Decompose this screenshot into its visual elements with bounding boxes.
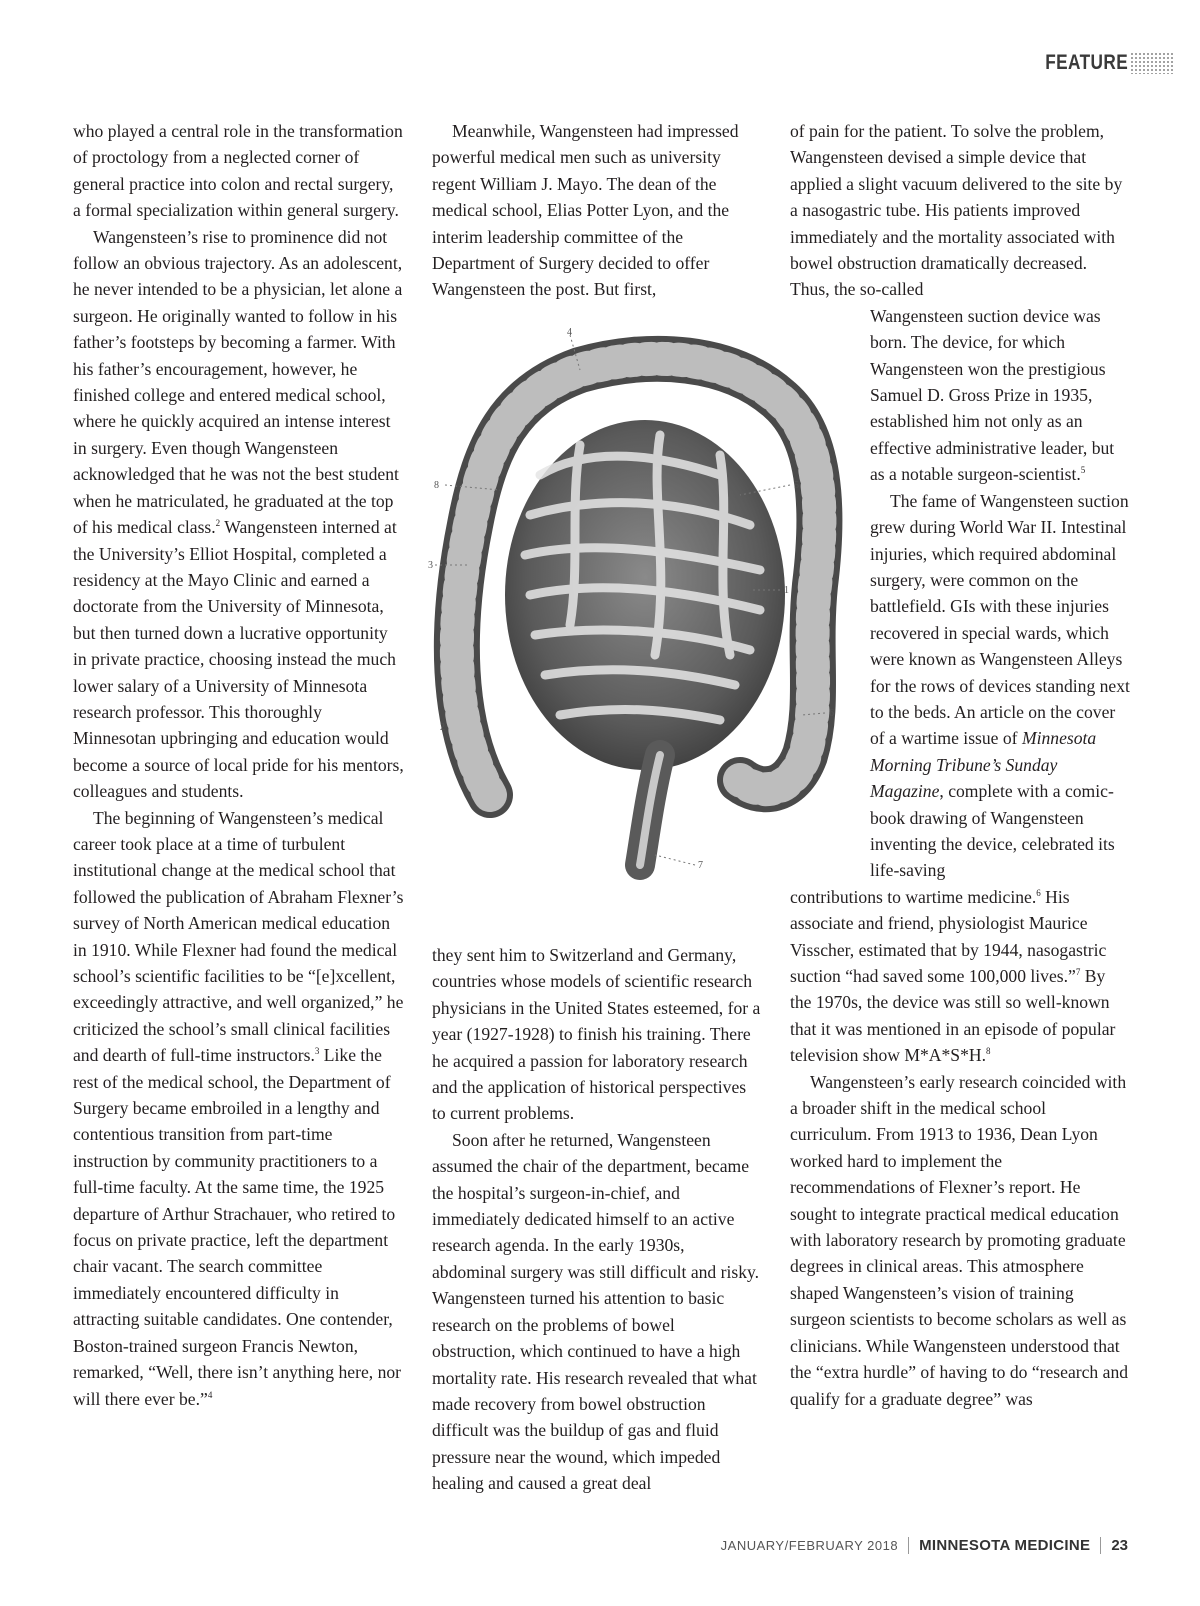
paragraph: who played a central role in the transformation of proctology from a neglected corner of general practice into colon and rectal surgery, a formal specialization within general surgery. [73, 121, 403, 221]
publication-title: Minnesota Morning Tribune’s Sunday Magazine [870, 728, 1097, 802]
footnote-ref: 4 [207, 1389, 213, 1400]
page-number: 23 [1111, 1537, 1128, 1554]
paragraph: The fame of Wangensteen suction grew during World War II. Intestinal injuries, which required abdominal surgery, were common on the battlefield. GIs with these injuries recovered in special wards, which were known as Wangensteen Alleys for the rows of devices standing next to the beds. An article on the cover of a wartime issue of Minnesota Morning Tribune’s Sunday Magazine, complete with a comic-book drawing of Wangensteen inventing the device, celebrated its life-saving [870, 490, 1130, 881]
figure-label: 3 [428, 560, 433, 571]
figure-label: 4 [567, 327, 572, 338]
header-dot-pattern [1130, 52, 1174, 74]
paragraph: Wangensteen suction device was born. The device, for which Wangensteen won the prestigious Samuel D. Gross Prize in 1935, established him not only as an effective administrative leader, but as a notable surgeon-scientist.$^5$ [870, 305, 1115, 485]
magazine-name: MINNESOTA MEDICINE [919, 1537, 1091, 1554]
paragraph: Wangensteen’s early research coincided with a broader shift in the medical school curriculum. From 1913 to 1936, Dean Lyon worked hard to implement the recommendations of Flexner’s report. He sought to integrate practical medical education with laboratory research by promoting graduate degrees in clinical areas. This atmosphere shaped Wangensteen’s vision of training surgeon scientists to become scholars as well as clinicians. While Wangensteen understood that the “extra hurdle” of having to do “research and qualify for a graduate degree” was [790, 1071, 1129, 1409]
footnote-ref: 3 [314, 1046, 320, 1057]
paragraph: Soon after he returned, Wangensteen assumed the chair of the department, became the hospital’s surgeon-in-chief, and immediately dedicated himself to an active research agenda. In the early 1930s, abdominal surgery was still difficult and risky. Wangensteen turned his attention to basic research on the problems of bowel obstruction, which continued to have a high mortality rate. His research revealed that what made recovery from bowel obstruction difficult was the buildup of gas and fluid pressure near the wound, which impeded healing and caused a great deal [432, 1129, 760, 1494]
column-3 [790, 118, 1130, 1412]
text-wrap-around-figure [790, 303, 1130, 884]
figure-label: 8 [434, 480, 439, 491]
footnote-ref: 2 [215, 518, 221, 529]
footnote-ref: 6 [1036, 887, 1041, 898]
figure-label: 2 [440, 722, 445, 733]
section-header [1027, 48, 1174, 78]
column-2-bottom [432, 942, 762, 1497]
paragraph: Meanwhile, Wangensteen had impressed powerful medical men such as university regent William J. Mayo. The dean of the medical school, Elias Potter Lyon, and the interim leadership committee of the Department of Surgery decided to offer Wangensteen the post. But first, [432, 121, 739, 300]
page-footer [721, 1537, 1128, 1554]
figure-label: 5 [794, 480, 799, 491]
paragraph: of pain for the patient. To solve the problem, Wangensteen devised a simple device that applied a slight vacuum delivered to the site by a nasogastric tube. His patients improved immediately and the mortality associated with bowel obstruction dramatically decreased. Thus, the so-called [790, 121, 1123, 300]
footnote-ref: 7 [1075, 967, 1081, 977]
paragraph: contributions to wartime medicine.$^6$ His associate and friend, physiologist Maurice Visscher, estimated that by 1944, nasogastric suction “had saved some 100,000 lives.”$^7$ By the 1970s, the device was still so well-known that it was mentioned in an episode of popular television show M*A*S*H.$^8$ [790, 886, 1116, 1066]
figure-label: 7 [698, 860, 703, 871]
footer-divider [1100, 1537, 1101, 1554]
issue-date: JANUARY/FEBRUARY 2018 [720, 1538, 899, 1553]
figure-label: 1 [784, 585, 789, 596]
paragraph: The beginning of Wangensteen’s medical career took place at a time of turbulent institutional change at the medical school that followed the publication of Abraham Flexner’s survey of North American medical education in 1910. While Flexner had found the medical school’s scientific facilities to be “[e]xcellent, exceedingly attractive, and well organized,” he criticized the school’s small clinical facilities and dearth of full-time instructors.$^3$ Like the rest of the medical school, the Department of Surgery became embroiled in a lengthy and contentious transition from part-time instruction by community practitioners to a full-time faculty. At the same time, the 1925 departure of Arthur Strachauer, who retired to focus on private practice, left the department chair vacant. The search committee immediately encountered difficulty in attracting suitable candidates. One contender, Boston-trained surgeon Francis Newton, remarked, “Well, there isn’t anything here, nor will there ever be.”$^4$ [73, 807, 404, 1409]
footnote-ref: 8 [985, 1046, 991, 1057]
column-1 [73, 118, 405, 1412]
footnote-ref: 5 [1080, 465, 1086, 476]
paragraph: they sent him to Switzerland and Germany, countries whose models of scientific research physicians in the United States esteemed, for a year (1927-1928) to finish his training. There he acquired a passion for laboratory research and the application of historical perspectives to current problems. [432, 945, 761, 1124]
column-2-top [432, 118, 762, 303]
paragraph: Wangensteen’s rise to prominence did not follow an obvious trajectory. As an adolescent, he never intended to be a physician, let alone a surgeon. He originally wanted to follow in his father’s footsteps by becoming a farmer. With his father’s encouragement, however, he finished college and entered medical school, where he quickly acquired an intense interest in surgery. Even though Wangensteen acknowledged that he was not the best student when he matriculated, he graduated at the top of his medical class.$^2$ Wangensteen interned at the University’s Elliot Hospital, completed a residency at the Mayo Clinic and earned a doctorate from the University of Minnesota, but then turned down a lucrative opportunity in private practice, choosing instead the much lower salary of a University of Minnesota research professor. This thoroughly Minnesotan upbringing and education would become a source of local pride for his mentors, colleagues and students. [73, 226, 404, 802]
section-label: FEATURE [1045, 51, 1128, 74]
footer-divider [908, 1537, 909, 1554]
figure-label: 6 [829, 708, 834, 719]
